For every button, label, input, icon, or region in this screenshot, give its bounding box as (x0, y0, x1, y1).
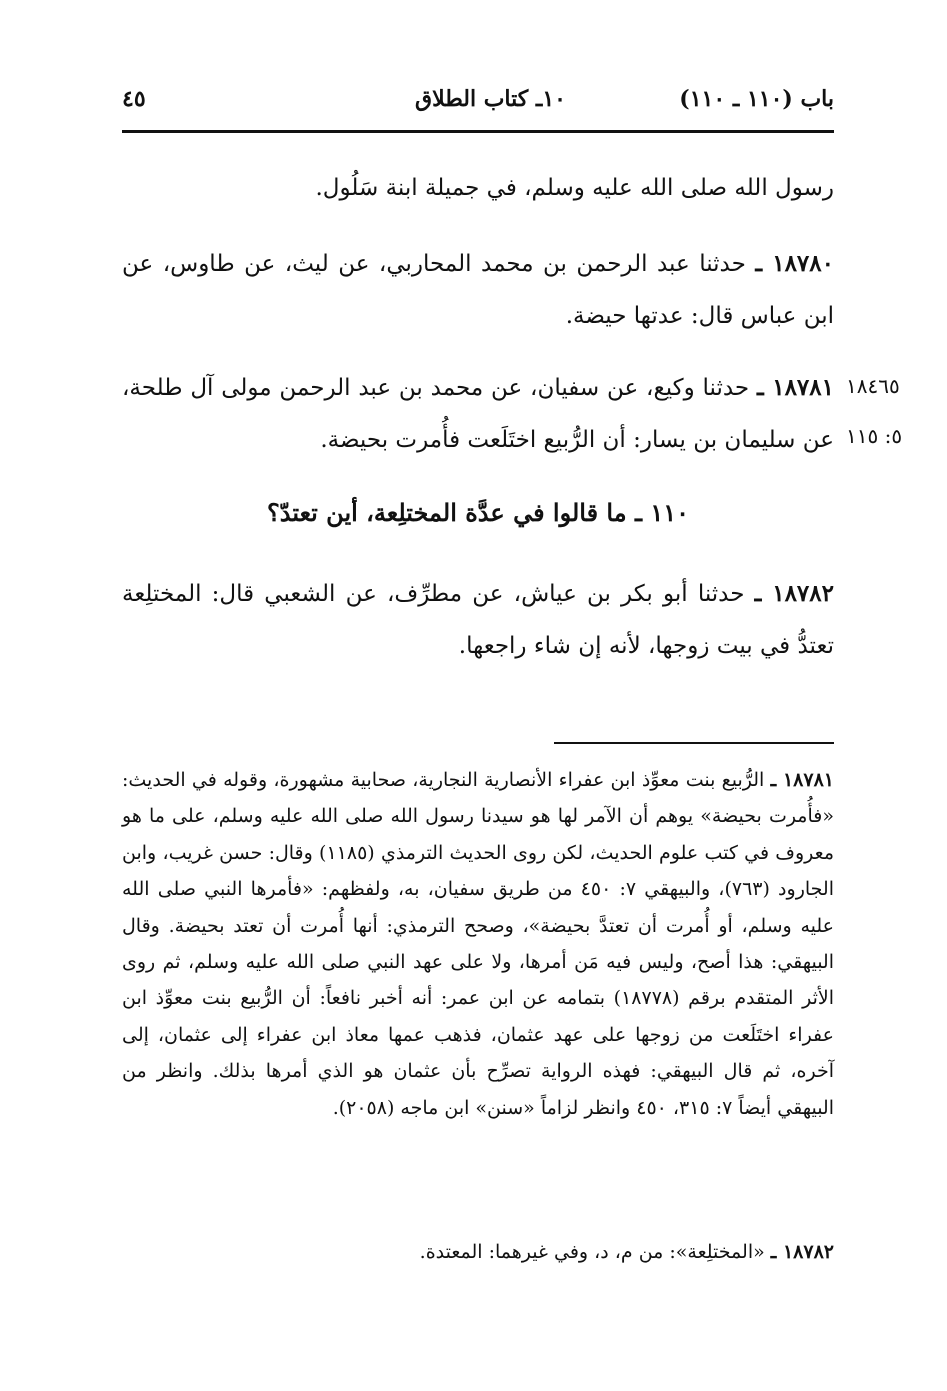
margin-reference: ١٨٤٦٥ (846, 374, 900, 398)
hadith-number: ١٨٧٨١ ـ (756, 374, 834, 401)
margin-reference: ٥: ١١٥ (846, 424, 903, 448)
section-title: ١١٠ ـ ما قالوا في عدَّة المختلِعة، أين تعتدّ؟ (266, 498, 690, 527)
footnote-number: ١٨٧٨١ ـ (770, 769, 834, 791)
page-number: ٤٥ (122, 86, 146, 112)
hadith-paragraph (122, 238, 834, 342)
hadith-number: ١٨٧٨٢ ـ (754, 580, 834, 607)
footnote (122, 762, 834, 1126)
page-header (122, 82, 834, 122)
footnote-text: «المختلِعة»: من م، د، وفي غيرهما: المعتدة. (419, 1241, 765, 1263)
footnote (122, 1234, 834, 1270)
hadith-paragraph (122, 568, 834, 672)
continued-paragraph (122, 162, 834, 214)
paragraph-text: حدثنا عبد الرحمن بن محمد المحاربي، عن ليث، عن طاوس، عن ابن عباس قال: عدتها حيضة. (122, 251, 834, 329)
book-heading: ١٠ـ كتاب الطلاق (415, 86, 566, 112)
paragraph-text: رسول الله صلى الله عليه وسلم، في جميلة ابنة سَلُول. (315, 175, 834, 201)
footnote-separator (554, 742, 834, 744)
paragraph-text: حدثنا أبو بكر بن عياش، عن مطرِّف، عن الشعبي قال: المختلِعة تعتدُّ في بيت زوجها، لأنه إن شاء راجعها. (122, 581, 834, 659)
header-rule (122, 130, 834, 133)
paragraph-text: حدثنا وكيع، عن سفيان، عن محمد بن عبد الرحمن مولى آل طلحة، عن سليمان بن يسار: أن الرُّبيع اختَلَعت فأُمرت بحيضة. (122, 375, 834, 453)
hadith-number: ١٨٧٨٠ ـ (755, 250, 834, 277)
hadith-paragraph (122, 362, 834, 466)
footnote-number: ١٨٧٨٢ ـ (770, 1241, 834, 1263)
footnote-text: الرُّبيع بنت معوِّذ ابن عفراء الأنصارية النجارية، صحابية مشهورة، وقوله في الحديث: «فأُمرت بحيضة» يوهم أن الآمر لها هو سيدنا رسول الله صلى الله عليه وسلم، على ما هو معروف في كتب علوم الحديث، لكن روى الحديث الترمذي (١١٨٥) وقال: حسن غريب، وابن الجارود (٧٦٣)، والبيهقي ٧: ٤٥٠ من طريق سفيان، به، ولفظهم: «فأمرها النبي صلى الله عليه وسلم، أو أُمرت أن تعتدَّ بحيضة»، وصحح الترمذي: أنها أُمرت أن تعتد بحيضة. وقال البيهقي: هذا أصح، وليس فيه مَن أمرها، ولا على عهد النبي صلى الله عليه وسلم، ثم روى الأثر المتقدم برقم (١٨٧٧٨) بتمامه عن ابن عمر: أنه أخبر نافعاً: أن الرُّبيع بنت معوِّذ ابن عفراء اختَلَعت من زوجها على عهد عثمان، فذهب عمها معاذ ابن عفراء إلى عثمان، إلى آخره، ثم قال البيهقي: فهذه الرواية تصرِّح بأن عثمان هو الذي أمرها بذلك. وانظر من البيهقي أيضاً ٧: ٣١٥، ٤٥٠ وانظر لزاماً «سنن» ابن ماجه (٢٠٥٨). (122, 769, 834, 1119)
chapter-heading: باب (١١٠ ـ ١١٠) (679, 86, 834, 112)
